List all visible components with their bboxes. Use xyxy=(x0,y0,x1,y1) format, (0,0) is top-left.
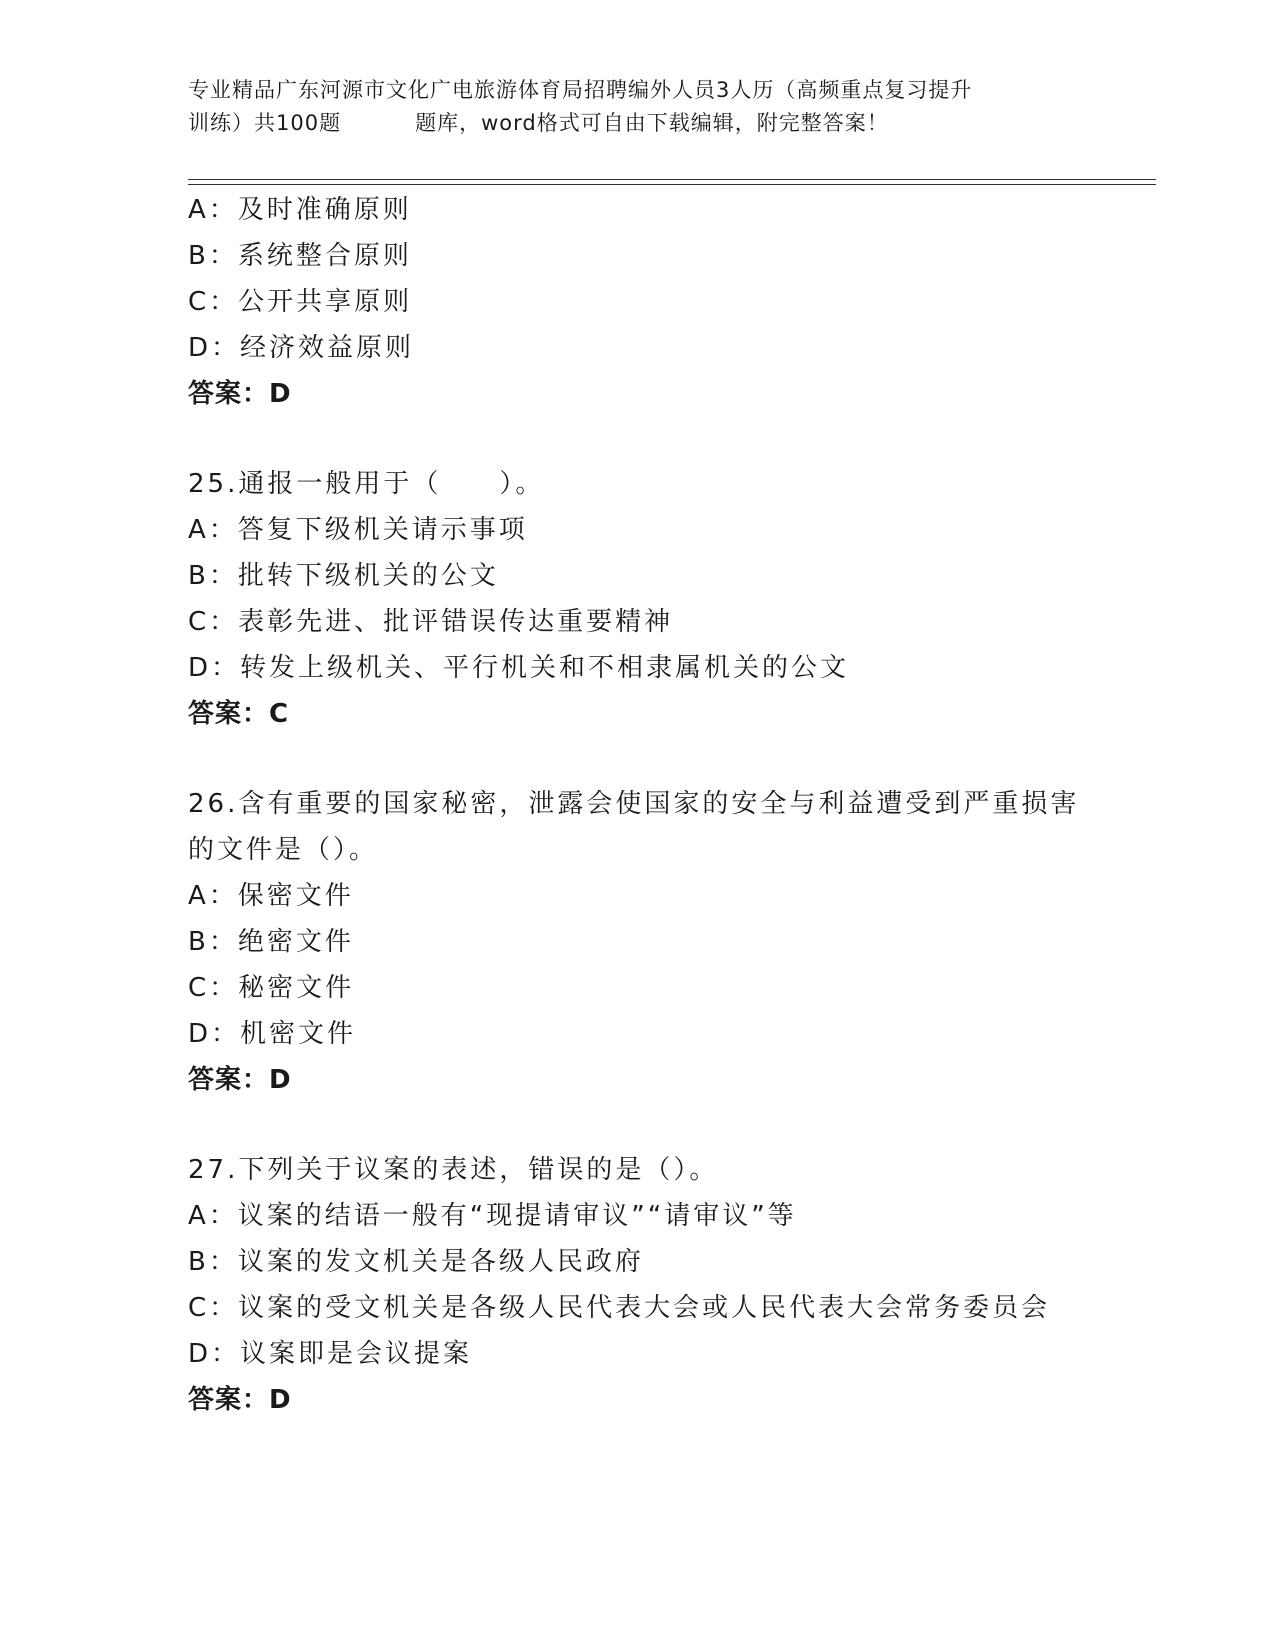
question-block-27 xyxy=(188,1147,1148,1423)
option-d: D：转发上级机关、平行机关和不相隶属机关的公文 xyxy=(188,653,850,683)
option-a: A：及时准确原则 xyxy=(188,195,412,225)
question-block-25 xyxy=(188,461,1148,737)
question-list xyxy=(188,187,1148,1423)
option-a: A：议案的结语一般有“现提请审议”“请审议”等 xyxy=(188,1201,797,1231)
option-a: A：答复下级机关请示事项 xyxy=(188,515,528,545)
answer-line: 答案：D xyxy=(188,379,292,409)
option-c: C：公开共享原则 xyxy=(188,287,413,317)
question-block-26 xyxy=(188,781,1148,1103)
question-text: 27.下列关于议案的表述，错误的是（）。 xyxy=(188,1155,719,1185)
header-title-line1: 专业精品广东河源市文化广电旅游体育局招聘编外人员3人历（高频重点复习提升 xyxy=(188,78,973,102)
header-title-part-b: 题库，word格式可自由下载编辑，附完整答案！ xyxy=(415,111,889,135)
header-divider-top xyxy=(188,179,1156,180)
header-title-line2 xyxy=(188,107,1088,140)
option-c: C：秘密文件 xyxy=(188,973,355,1003)
answer-line: 答案：D xyxy=(188,1385,292,1415)
answer-line: 答案：D xyxy=(188,1065,292,1095)
option-b: B：议案的发文机关是各级人民政府 xyxy=(188,1247,644,1277)
option-d: D：议案即是会议提案 xyxy=(188,1339,473,1369)
header-title-part-a: 训练）共100题 xyxy=(188,111,342,135)
option-a: A：保密文件 xyxy=(188,881,354,911)
option-d: D：经济效益原则 xyxy=(188,333,415,363)
page-header xyxy=(188,74,1088,140)
question-block-24 xyxy=(188,187,1148,417)
option-b: B：批转下级机关的公文 xyxy=(188,561,499,591)
option-b: B：系统整合原则 xyxy=(188,241,412,271)
option-d: D：机密文件 xyxy=(188,1019,357,1049)
option-c: C：议案的受文机关是各级人民代表大会或人民代表大会常务委员会 xyxy=(188,1293,1051,1323)
question-text: 25.通报一般用于（ ）。 xyxy=(188,469,545,499)
option-b: B：绝密文件 xyxy=(188,927,354,957)
answer-line: 答案：C xyxy=(188,699,290,729)
header-divider-bottom xyxy=(188,184,1156,185)
option-c: C：表彰先进、批评错误传达重要精神 xyxy=(188,607,674,637)
question-text: 26.含有重要的国家秘密，泄露会使国家的安全与利益遭受到严重损害的文件是（）。 xyxy=(188,789,1080,865)
